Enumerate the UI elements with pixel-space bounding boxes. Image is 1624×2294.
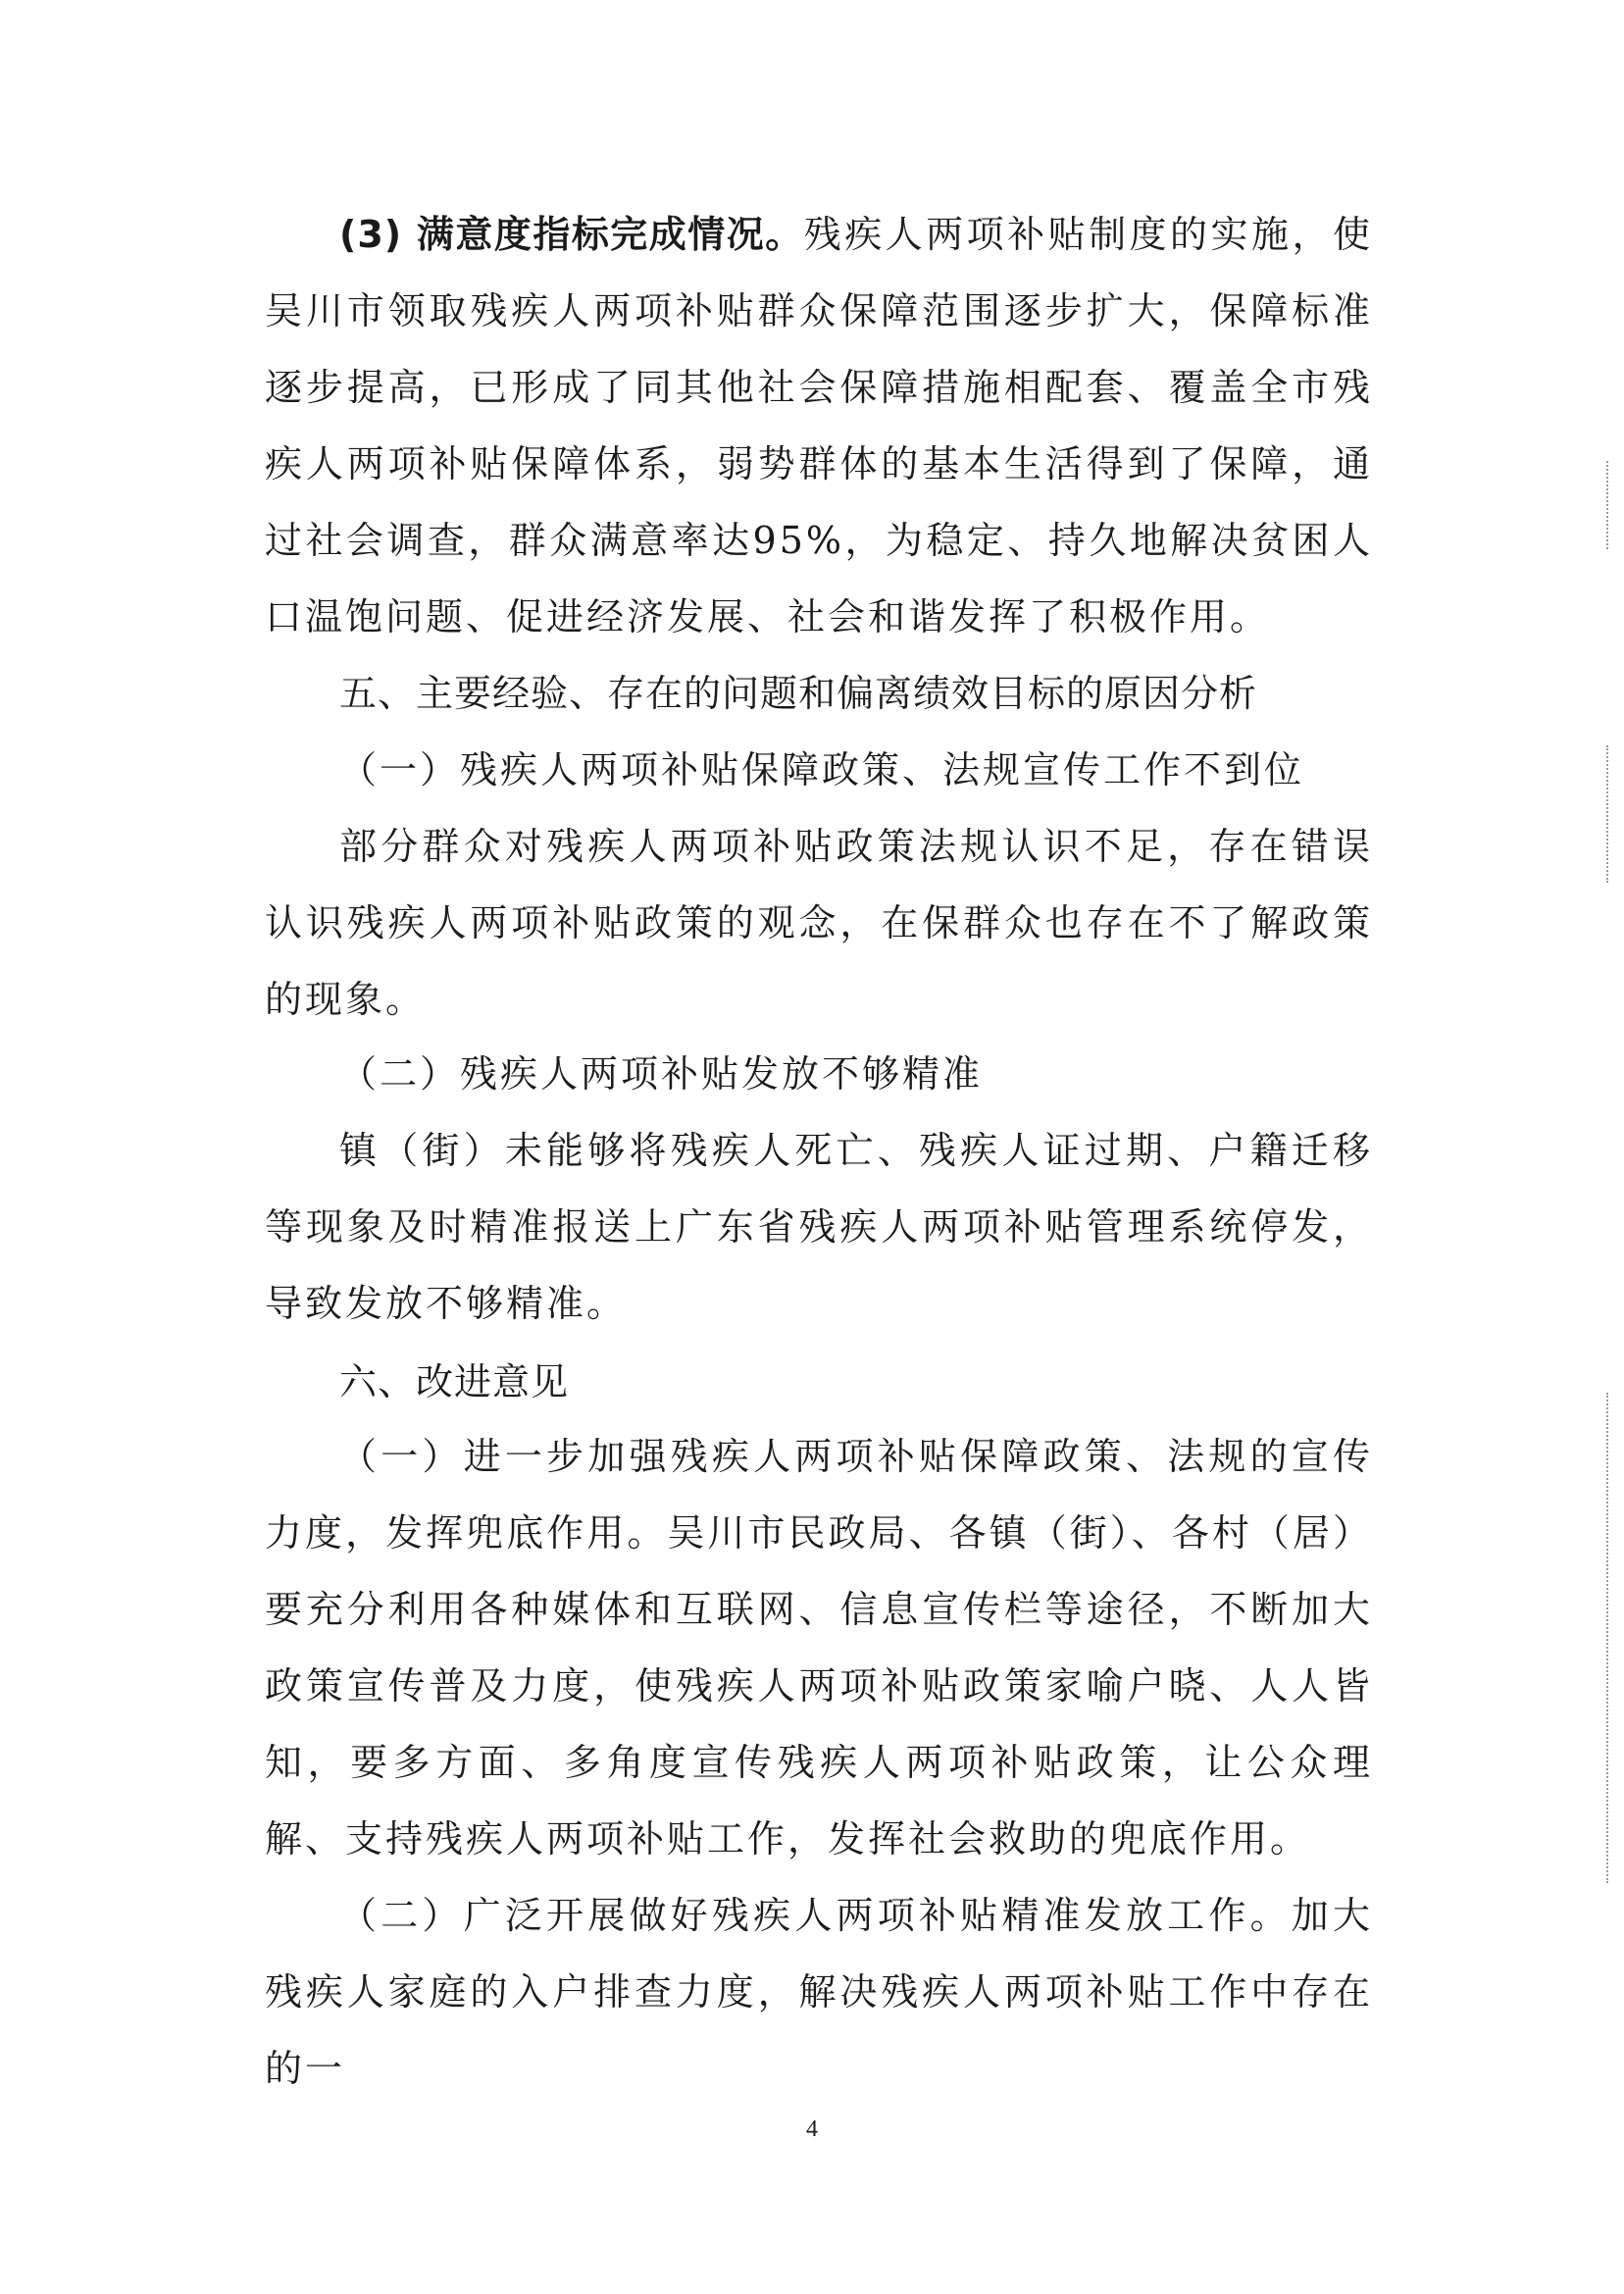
section5-paragraph-2: 镇（街）未能够将残疾人死亡、残疾人证过期、户籍迁移等现象及时精准报送上广东省残疾人两项补贴管理系统停发，导致发放不够精准。	[265, 1129, 1373, 1325]
satisfaction-text: 残疾人两项补贴制度的实施，使吴川市领取残疾人两项补贴群众保障范围逐步扩大，保障标准逐步提高，已形成了同其他社会保障措施相配套、覆盖全市残疾人两项补贴保障体系，弱势群体的基本生活得到了保障，通过社会调查，群众满意率达95%，为稳定、持久地解决贫困人口温饱问题、促进经济发展、社会和谐发挥了积极作用。	[265, 213, 1373, 638]
satisfaction-lead: (3) 满意度指标完成情况。	[339, 213, 804, 256]
scan-margin-marks	[1603, 1393, 1608, 1883]
scan-margin-marks	[1603, 461, 1608, 549]
section5-subheading-1: （一）残疾人两项补贴保障政策、法规宣传工作不到位	[339, 748, 1305, 791]
section5-subheading-2: （二）残疾人两项补贴发放不够精准	[339, 1052, 984, 1096]
satisfaction-paragraph	[265, 196, 1373, 655]
section5-paragraph-1: 部分群众对残疾人两项补贴政策法规认识不足，存在错误认识残疾人两项补贴政策的观念，在保群众也存在不了解政策的现象。	[265, 825, 1373, 1021]
section6-heading: 六、改进意见	[339, 1360, 570, 1403]
page-number: 4	[806, 2116, 818, 2142]
section5-heading: 五、主要经验、存在的问题和偏离绩效目标的原因分析	[339, 672, 1258, 715]
section6-paragraph-2: （二）广泛开展做好残疾人两项补贴精准发放工作。加大残疾人家庭的入户排查力度，解决残疾人两项补贴工作中存在的一	[265, 1894, 1373, 2090]
scan-margin-marks	[1603, 745, 1608, 883]
section6-paragraph-1: （一）进一步加强残疾人两项补贴保障政策、法规的宣传力度，发挥兜底作用。吴川市民政局、各镇（街）、各村（居）要充分利用各种媒体和互联网、信息宣传栏等途径，不断加大政策宣传普及力度，使残疾人两项补贴政策家喻户晓、人人皆知，要多方面、多角度宣传残疾人两项补贴政策，让公众理解、支持残疾人两项补贴工作，发挥社会救助的兜底作用。	[265, 1435, 1373, 1861]
